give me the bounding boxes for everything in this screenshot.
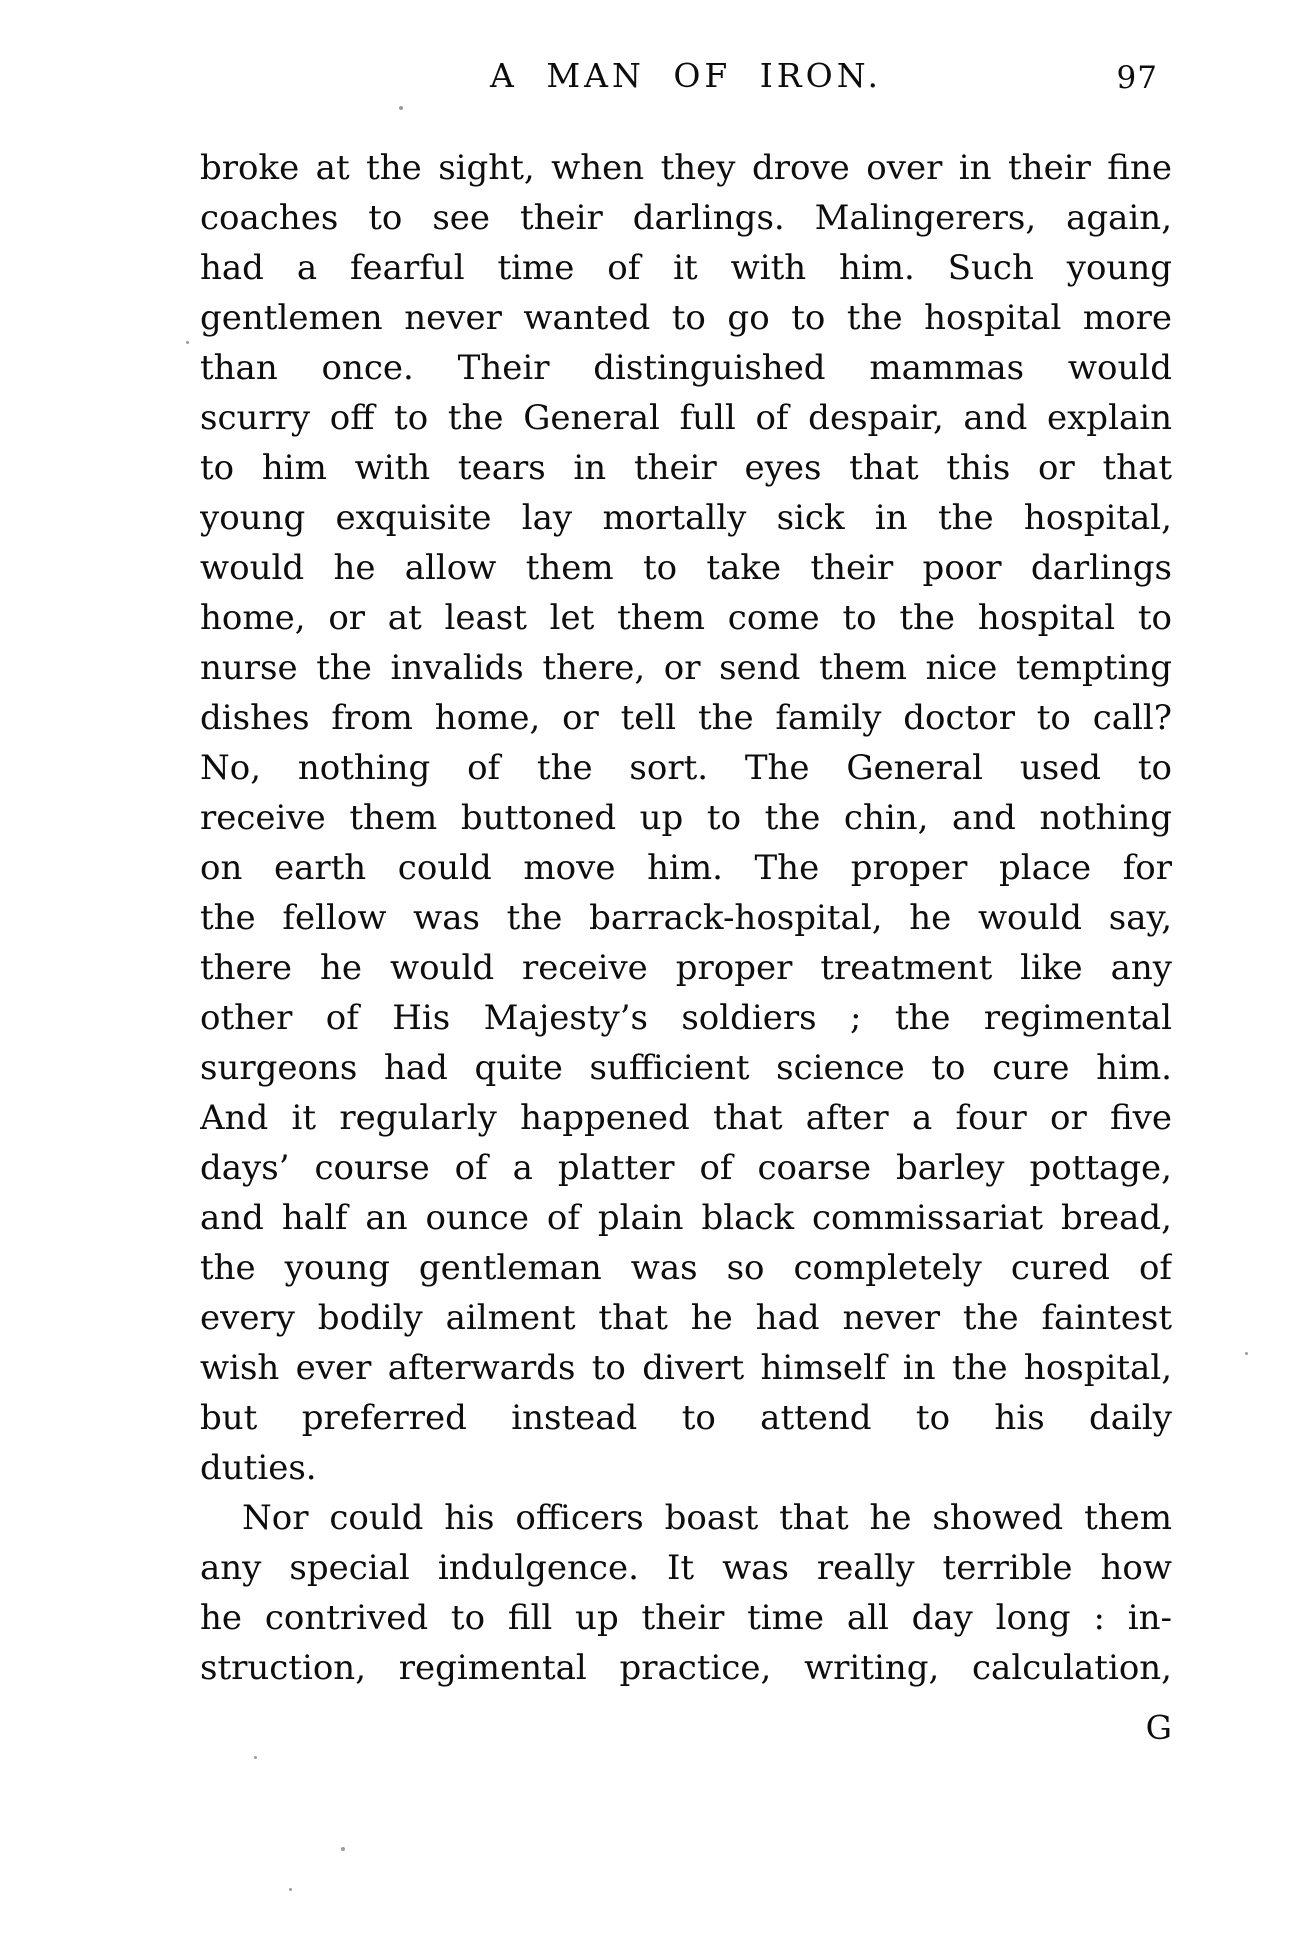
text-line: other of His Majesty’s soldiers ; the regimental bbox=[200, 998, 1172, 1038]
text-line: scurry off to the General full of despair, and explain bbox=[200, 398, 1172, 438]
text-line: there he would receive proper treatment like any bbox=[200, 948, 1172, 988]
text-block bbox=[200, 143, 1172, 1693]
page-title: A MAN OF IRON. bbox=[490, 56, 882, 95]
text-line: would he allow them to take their poor darlings bbox=[200, 548, 1172, 588]
text-line: than once. Their distinguished mammas would bbox=[200, 348, 1172, 388]
text-line: had a fearful time of it with him. Such young bbox=[200, 248, 1172, 288]
text-line: to him with tears in their eyes that this or that bbox=[200, 448, 1172, 488]
text-line: home, or at least let them come to the hospital to bbox=[200, 598, 1172, 638]
printer-signature-mark: G bbox=[1145, 1708, 1172, 1747]
text-line: the young gentleman was so completely cured of bbox=[200, 1248, 1172, 1288]
text-line: broke at the sight, when they drove over in their fine bbox=[200, 148, 1172, 188]
dust-speck bbox=[289, 1888, 292, 1891]
text-line: No, nothing of the sort. The General used to bbox=[200, 748, 1172, 788]
dust-speck bbox=[341, 1847, 345, 1851]
text-line: duties. bbox=[200, 1448, 317, 1488]
text-line: dishes from home, or tell the family doctor to call? bbox=[200, 698, 1172, 738]
text-line: And it regularly happened that after a four or five bbox=[200, 1098, 1172, 1138]
text-line: surgeons had quite sufficient science to cure him. bbox=[200, 1048, 1172, 1088]
text-line: any special indulgence. It was really terrible how bbox=[200, 1548, 1172, 1588]
dust-speck bbox=[186, 341, 189, 344]
text-line: the fellow was the barrack-hospital, he would say, bbox=[200, 898, 1172, 938]
dust-speck bbox=[1245, 1352, 1248, 1355]
text-line: he contrived to fill up their time all day long : in- bbox=[200, 1598, 1172, 1638]
page-number: 97 bbox=[1116, 60, 1158, 96]
text-line: Nor could his officers boast that he showed them bbox=[242, 1498, 1172, 1538]
text-line: nurse the invalids there, or send them nice tempting bbox=[200, 648, 1172, 688]
running-header bbox=[200, 56, 1172, 100]
text-line: on earth could move him. The proper place for bbox=[200, 848, 1172, 888]
dust-speck bbox=[254, 1756, 257, 1759]
text-line: young exquisite lay mortally sick in the hospital, bbox=[200, 498, 1172, 538]
text-line: coaches to see their darlings. Malingerers, again, bbox=[200, 198, 1172, 238]
text-line: gentlemen never wanted to go to the hospital more bbox=[200, 298, 1172, 338]
text-line: and half an ounce of plain black commissariat bread, bbox=[200, 1198, 1172, 1238]
text-line: struction, regimental practice, writing, calculation, bbox=[200, 1648, 1172, 1688]
text-line: days’ course of a platter of coarse barley pottage, bbox=[200, 1148, 1172, 1188]
dust-speck bbox=[399, 106, 403, 110]
text-line: receive them buttoned up to the chin, and nothing bbox=[200, 798, 1172, 838]
text-line: wish ever afterwards to divert himself in the hospital, bbox=[200, 1348, 1172, 1388]
text-line: every bodily ailment that he had never the faintest bbox=[200, 1298, 1172, 1338]
text-line: but preferred instead to attend to his daily bbox=[200, 1398, 1172, 1438]
